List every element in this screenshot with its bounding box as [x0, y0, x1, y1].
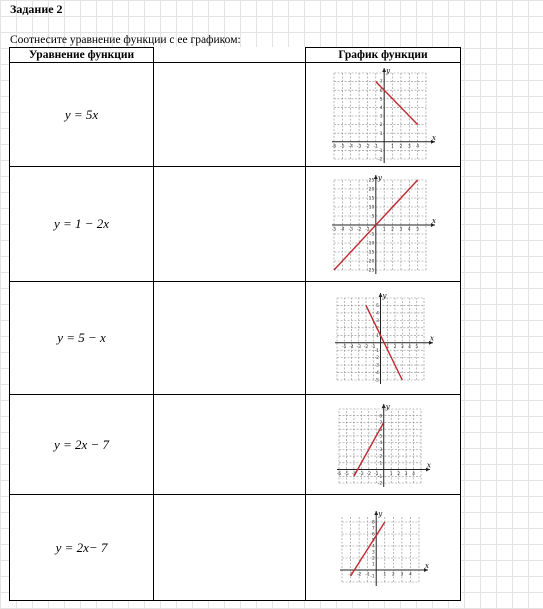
- graph-cell: [306, 167, 461, 282]
- x-tick-label: 3: [399, 572, 403, 577]
- x-tick-label: -1: [365, 227, 370, 233]
- x-tick-label: 3: [404, 471, 408, 477]
- task-title: Задание 2: [10, 2, 63, 16]
- graph-cell: [306, 63, 461, 167]
- x-tick-label: 2: [393, 345, 396, 351]
- y-tick-label: 3: [375, 318, 379, 324]
- y-tick-label: 1: [371, 562, 375, 568]
- equation-cell: y = 2x− 7: [10, 495, 154, 601]
- match-cell[interactable]: [154, 395, 306, 495]
- equation-cell: y = 1 − 2x: [10, 167, 154, 282]
- x-tick-label: -3: [348, 227, 353, 233]
- y-tick-label: 6: [379, 88, 383, 94]
- x-tick-label: 5: [416, 227, 420, 233]
- x-tick-label: 1: [382, 227, 386, 233]
- x-tick-label: -4: [351, 471, 357, 477]
- y-tick-label: 1: [379, 131, 383, 137]
- header-empty: [154, 48, 306, 63]
- y-tick-label: 5: [371, 538, 375, 544]
- x-axis-label: x: [424, 561, 429, 570]
- y-tick-label: -5: [369, 232, 375, 238]
- x-axis-label: x: [432, 133, 436, 142]
- y-tick-label: -2: [377, 481, 383, 487]
- x-tick-label: 1: [382, 572, 386, 577]
- x-tick-label: 3: [400, 345, 404, 351]
- match-cell[interactable]: [154, 167, 306, 282]
- x-tick-label: -3: [359, 471, 364, 477]
- x-tick-label: 1: [389, 471, 393, 477]
- y-tick-label: -4: [374, 371, 379, 377]
- match-cell[interactable]: [154, 63, 306, 167]
- y-tick-label: -10: [366, 241, 375, 247]
- y-tick-label: 5: [371, 214, 375, 220]
- y-tick-label: 2: [375, 326, 379, 332]
- x-tick-label: -2: [365, 143, 370, 149]
- x-tick-label: -2: [366, 471, 372, 477]
- x-tick-label: -5: [344, 471, 349, 477]
- x-tick-label: 1: [385, 345, 389, 351]
- x-tick-label: -3: [347, 572, 353, 577]
- y-tick-label: -1: [378, 148, 383, 154]
- y-tick-label: 3: [371, 550, 375, 556]
- y-tick-label: -20: [366, 259, 375, 265]
- y-tick-label: 25: [368, 178, 375, 184]
- y-axis-label: y: [377, 509, 382, 518]
- y-tick-label: 20: [368, 187, 375, 193]
- y-tick-label: 3: [379, 114, 383, 120]
- y-tick-label: 4: [379, 440, 383, 446]
- graph-cell: [306, 395, 461, 495]
- x-tick-label: -1: [370, 345, 375, 351]
- y-tick-label: -1: [369, 574, 375, 580]
- y-tick-label: -2: [378, 157, 383, 163]
- y-axis-label: y: [385, 402, 390, 411]
- x-tick-label: 3: [399, 227, 403, 233]
- x-tick-label: 5: [414, 345, 418, 351]
- x-tick-label: -5: [331, 227, 337, 233]
- function-graph-5: [336, 508, 431, 588]
- y-tick-label: -1: [374, 348, 379, 354]
- x-tick-label: 2: [391, 227, 394, 233]
- x-tick-label: 4: [416, 143, 420, 149]
- x-tick-label: 3: [407, 143, 411, 149]
- x-tick-label: -3: [356, 143, 362, 149]
- y-axis-label: y: [382, 292, 386, 300]
- x-tick-label: -1: [364, 572, 370, 577]
- y-tick-label: 8: [379, 413, 383, 419]
- y-tick-label: -25: [366, 268, 375, 274]
- y-tick-label: 8: [371, 520, 375, 526]
- y-tick-label: -5: [374, 378, 379, 384]
- equation-cell: y = 5 − x: [10, 282, 154, 395]
- x-tick-label: 2: [399, 143, 403, 149]
- x-tick-label: 2: [397, 471, 401, 477]
- matching-table: [9, 47, 461, 601]
- y-tick-label: 1: [375, 333, 379, 339]
- y-tick-label: 5: [379, 434, 383, 440]
- function-graph-4: [333, 401, 433, 489]
- y-tick-label: -15: [366, 250, 375, 256]
- x-tick-label: 4: [407, 227, 411, 233]
- y-tick-label: -2: [374, 356, 379, 362]
- x-tick-label: 1: [391, 143, 394, 149]
- x-tick-label: -4: [348, 345, 354, 351]
- y-tick-label: 5: [375, 304, 379, 310]
- x-axis-label: x: [432, 217, 436, 225]
- y-tick-label: 2: [379, 122, 383, 128]
- x-tick-label: -4: [348, 143, 353, 149]
- match-cell[interactable]: [154, 282, 306, 395]
- x-axis-label: x: [429, 334, 434, 343]
- x-tick-label: -2: [356, 227, 362, 233]
- x-tick-label: -1: [373, 143, 379, 149]
- task-instruction: Соотнесите уравнение функции с ее графиком:: [10, 34, 241, 46]
- x-tick-label: -5: [341, 345, 346, 351]
- x-tick-label: 2: [391, 572, 395, 577]
- y-tick-label: -3: [374, 363, 379, 369]
- function-graph-3: [331, 290, 436, 386]
- y-tick-label: 1: [379, 460, 383, 466]
- header-equation: Уравнение функции: [10, 48, 154, 63]
- function-graph-2: [328, 172, 438, 276]
- x-tick-label: -3: [356, 345, 361, 351]
- y-tick-label: 4: [379, 105, 383, 111]
- x-tick-label: -6: [336, 471, 342, 477]
- x-tick-label: 4: [408, 572, 412, 577]
- equation-cell: y = 2x − 7: [10, 395, 154, 495]
- y-tick-label: 7: [379, 420, 383, 426]
- function-graph-1: [328, 65, 438, 165]
- x-tick-label: 4: [407, 345, 411, 351]
- equation-cell: y = 5x: [10, 63, 154, 167]
- x-tick-label: -5: [340, 143, 345, 149]
- y-tick-label: 6: [379, 427, 383, 433]
- x-tick-label: -2: [356, 572, 361, 577]
- y-tick-label: 4: [375, 311, 379, 317]
- y-tick-label: 10: [368, 205, 375, 211]
- y-tick-label: 6: [371, 532, 375, 538]
- y-tick-label: 3: [379, 447, 383, 453]
- y-tick-label: 7: [371, 526, 375, 532]
- y-tick-label: 2: [371, 556, 375, 562]
- y-tick-label: 7: [379, 79, 383, 85]
- y-tick-label: 15: [368, 196, 375, 202]
- match-cell[interactable]: [154, 495, 306, 601]
- x-tick-label: -1: [374, 471, 379, 477]
- y-axis-label: y: [377, 174, 382, 182]
- x-tick-label: -6: [331, 143, 337, 149]
- y-axis-label: y: [386, 66, 391, 75]
- x-tick-label: -2: [363, 345, 368, 351]
- y-tick-label: 4: [371, 544, 375, 550]
- graph-cell: [306, 495, 461, 601]
- y-tick-label: 2: [379, 454, 383, 460]
- x-tick-label: 4: [412, 471, 415, 477]
- graph-cell: [306, 282, 461, 395]
- y-tick-label: 5: [379, 96, 383, 102]
- x-tick-label: -4: [340, 227, 345, 233]
- y-tick-label: -1: [377, 474, 383, 480]
- x-axis-label: x: [427, 461, 431, 470]
- header-graph: График функции: [306, 48, 461, 63]
